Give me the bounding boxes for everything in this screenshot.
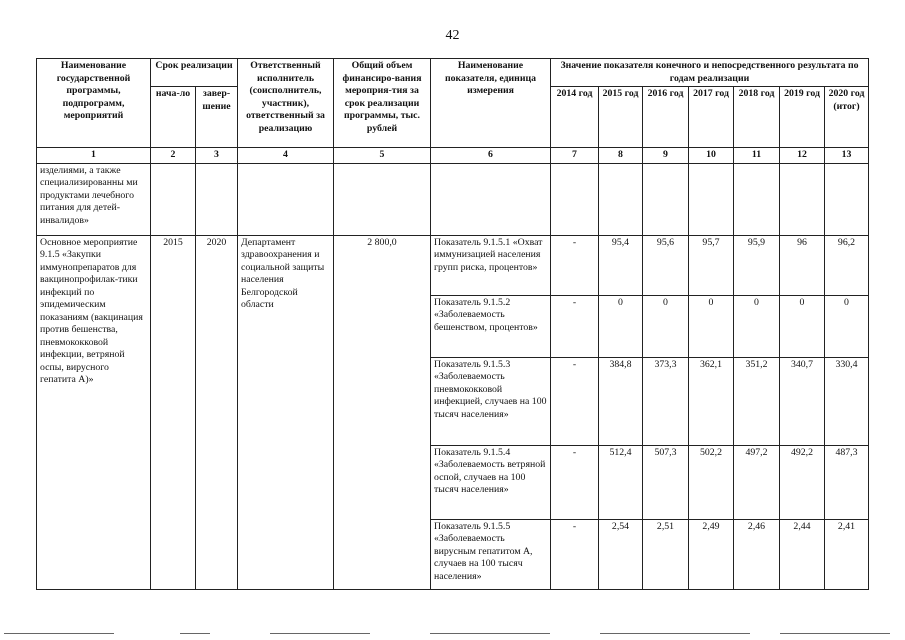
indicator-value: 96 (780, 235, 825, 295)
program-table (36, 58, 869, 590)
indicator-value: - (551, 295, 599, 357)
indicator-value: 351,2 (734, 357, 780, 445)
col-number: 10 (689, 148, 734, 164)
indicator-value: - (551, 357, 599, 445)
col-number: 9 (643, 148, 689, 164)
indicator-name: Показатель 9.1.5.4 «Заболеваемость ветряной оспой, случаев на 100 тысяч населения» (431, 445, 551, 519)
indicator-value: 2,46 (734, 519, 780, 589)
indicator-value: 492,2 (780, 445, 825, 519)
indicator-value: 95,7 (689, 235, 734, 295)
indicator-name: Показатель 9.1.5.3 «Заболеваемость пневмококковой инфекцией, случаев на 100 тысяч населения» (431, 357, 551, 445)
header-term: Срок реализации (151, 59, 238, 87)
page-number: 42 (445, 28, 460, 43)
indicator-name: Показатель 9.1.5.2 «Заболеваемость бешенством, процентов» (431, 295, 551, 357)
col-number: 7 (551, 148, 599, 164)
header-year: 2017 год (689, 87, 734, 148)
header-end: завер-шение (196, 87, 238, 148)
col-number: 5 (334, 148, 431, 164)
indicator-value: 0 (825, 295, 869, 357)
indicator-value: 0 (599, 295, 643, 357)
indicator-value: 512,4 (599, 445, 643, 519)
header-year: 2020 год (итог) (825, 87, 869, 148)
measure-name: Основное мероприятие 9.1.5 «Закупки иммунопрепаратов для вакцинопрофилак-тики инфекций по эпидемическим показаниям (вакцинация против бешенства, пневмококковой инфекции, ветряной оспы, вирусного гепатита А)» (37, 235, 151, 589)
header-funding: Общий объем финансиро-вания мероприя-тия за срок реализации программы, тыс. рублей (334, 59, 431, 148)
col-number: 3 (196, 148, 238, 164)
indicator-value: 330,4 (825, 357, 869, 445)
indicator-value: 384,8 (599, 357, 643, 445)
scan-artifact-line (0, 630, 905, 640)
indicator-value: 95,9 (734, 235, 780, 295)
measure-responsible: Департамент здравоохранения и социальной защиты населения Белгородской области (238, 235, 334, 589)
indicator-value: 2,41 (825, 519, 869, 589)
col-number: 4 (238, 148, 334, 164)
indicator-value: 2,54 (599, 519, 643, 589)
col-number: 11 (734, 148, 780, 164)
measure-funding: 2 800,0 (334, 235, 431, 589)
indicator-value: 0 (734, 295, 780, 357)
indicator-value: 0 (689, 295, 734, 357)
header-year: 2018 год (734, 87, 780, 148)
indicator-value: - (551, 519, 599, 589)
indicator-value: 2,49 (689, 519, 734, 589)
indicator-value: 0 (643, 295, 689, 357)
indicator-value: - (551, 445, 599, 519)
carryover-text: изделиями, а также специализированны ми продуктами лечебного питания для детей-инвалидов» (37, 163, 151, 235)
indicator-value: 0 (780, 295, 825, 357)
indicator-value: 373,3 (643, 357, 689, 445)
indicator-value: 96,2 (825, 235, 869, 295)
indicator-value: 507,3 (643, 445, 689, 519)
header-values: Значение показателя конечного и непосредственного результата по годам реализации (551, 59, 869, 87)
measure-end: 2020 (196, 235, 238, 589)
indicator-name: Показатель 9.1.5.1 «Охват иммунизацией населения групп риска, процентов» (431, 235, 551, 295)
header-year: 2016 год (643, 87, 689, 148)
indicator-row (37, 235, 869, 295)
indicator-value: 362,1 (689, 357, 734, 445)
carryover-row (37, 163, 869, 235)
header-indicator: Наименование показателя, единица измерения (431, 59, 551, 148)
col-number: 2 (151, 148, 196, 164)
indicator-value: - (551, 235, 599, 295)
indicator-value: 497,2 (734, 445, 780, 519)
col-number: 13 (825, 148, 869, 164)
col-number: 8 (599, 148, 643, 164)
col-number: 6 (431, 148, 551, 164)
header-start: нача-ло (151, 87, 196, 148)
indicator-name: Показатель 9.1.5.5 «Заболеваемость вирусным гепатитом А, случаев на 100 тысяч населения» (431, 519, 551, 589)
header-name: Наименование государственной программы, подпрограмм, мероприятий (37, 59, 151, 148)
indicator-value: 95,4 (599, 235, 643, 295)
indicator-value: 340,7 (780, 357, 825, 445)
measure-start: 2015 (151, 235, 196, 589)
indicator-value: 2,44 (780, 519, 825, 589)
col-number: 12 (780, 148, 825, 164)
indicator-value: 2,51 (643, 519, 689, 589)
header-responsible: Ответственный исполнитель (соисполнитель, участник), ответственный за реализацию (238, 59, 334, 148)
header-year: 2014 год (551, 87, 599, 148)
header-year: 2019 год (780, 87, 825, 148)
indicator-value: 95,6 (643, 235, 689, 295)
indicator-value: 487,3 (825, 445, 869, 519)
col-number: 1 (37, 148, 151, 164)
header-year: 2015 год (599, 87, 643, 148)
indicator-value: 502,2 (689, 445, 734, 519)
